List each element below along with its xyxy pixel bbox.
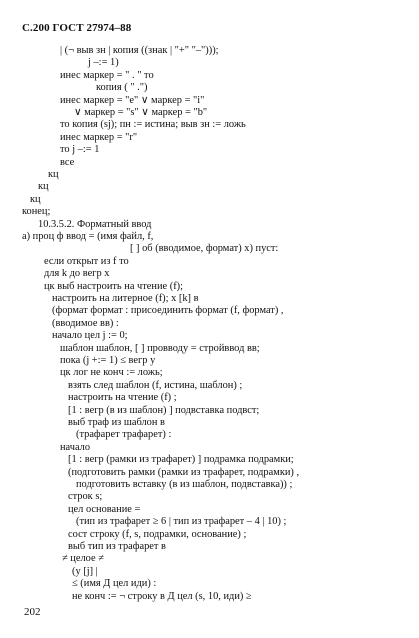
text-line: пока (j +:= 1) ≤ вегр у xyxy=(60,355,156,366)
text-line: настроить на чтение (f) ; xyxy=(68,392,177,404)
text-line: [ ] об (вводимое, формат) x) пуст: xyxy=(130,243,279,255)
text-line: кц xyxy=(48,169,59,180)
text-line: (вводимое вв) : xyxy=(52,317,119,329)
text-line: (формат формат : присоединить формат (f, формат) , xyxy=(52,305,284,317)
text-line: цк лог не конч := ложь; xyxy=(60,367,163,379)
text-line: для k до вегр x xyxy=(44,268,110,280)
text-line: не конч := ¬ строку в Д цел (s, 10, иди) ≥ xyxy=(72,590,252,602)
text-line: ≤ (имя Д цел иди) : xyxy=(72,578,157,590)
text-line: (тип из трафарет ≥ 6 | тип из трафарет – 4 | 10) ; xyxy=(76,516,287,528)
text-line: инес маркер = "е" ∨ маркер = "i" xyxy=(60,94,205,106)
text-line: то копия (sj); пн := истина; выв зн := ложь xyxy=(60,119,246,131)
text-line: ∨ маркер = "s" ∨ маркер = "b" xyxy=(74,107,208,118)
text-line: строк s; xyxy=(68,491,103,503)
text-line: инес маркер = "r" xyxy=(60,131,138,143)
text-line: конец; xyxy=(22,206,51,218)
text-line: а) проц ф ввод = (имя файл, f, xyxy=(22,231,154,242)
page-number: 202 xyxy=(24,606,41,618)
page-header: С.200 ГОСТ 27974–88 xyxy=(22,22,132,34)
text-line: подготовить вставку (в из шаблон, подвставка)) ; xyxy=(76,479,293,490)
text-line: (у [j] | xyxy=(72,565,98,577)
text-line: цел основание = xyxy=(68,503,141,515)
text-line: (трафарет трафарет) : xyxy=(76,429,172,441)
text-line: если открыт из f то xyxy=(44,255,129,267)
text-line: копия ( " .") xyxy=(96,82,148,94)
text-line: настроить на литерное (f); x [k] в xyxy=(52,293,199,304)
text-line: шаблон шаблон, [ ] провводу = стройввод вв; xyxy=(60,342,260,354)
text-line: j –:= 1) xyxy=(88,57,119,69)
text-line: все xyxy=(60,156,75,168)
text-line: выб тип из трафарет в xyxy=(68,541,166,552)
text-line: ≠ целое ≠ xyxy=(62,553,104,565)
text-line: [1 : вегр (рамки из трафарет) ] подрамка подрамки; xyxy=(68,454,294,466)
text-line: сост строку (f, s, подрамки, основание) ; xyxy=(68,528,247,540)
text-line: 10.3.5.2. Форматный ввод xyxy=(38,218,152,230)
text-line: взять след шаблон (f, истина, шаблон) ; xyxy=(68,379,243,391)
text-line: [1 : вегр (в из шаблон) ] подвставка подвст; xyxy=(68,404,260,416)
text-line: | (¬ выв зн | копия ((знак | "+" "–"))); xyxy=(60,45,219,56)
text-line: начало xyxy=(60,441,91,453)
text-line: цк выб настроить на чтение (f); xyxy=(44,280,184,292)
text-line: начало цел j := 0; xyxy=(52,330,128,342)
text-line: кц xyxy=(38,181,49,193)
text-line: кц xyxy=(30,193,41,205)
text-line: инес маркер = " . " то xyxy=(60,69,154,81)
text-line: выб траф из шаблон в xyxy=(68,417,165,428)
text-line: то j –:= 1 xyxy=(60,144,100,156)
text-line: (подготовить рамки (рамки из трафарет, подрамки) , xyxy=(68,466,300,478)
